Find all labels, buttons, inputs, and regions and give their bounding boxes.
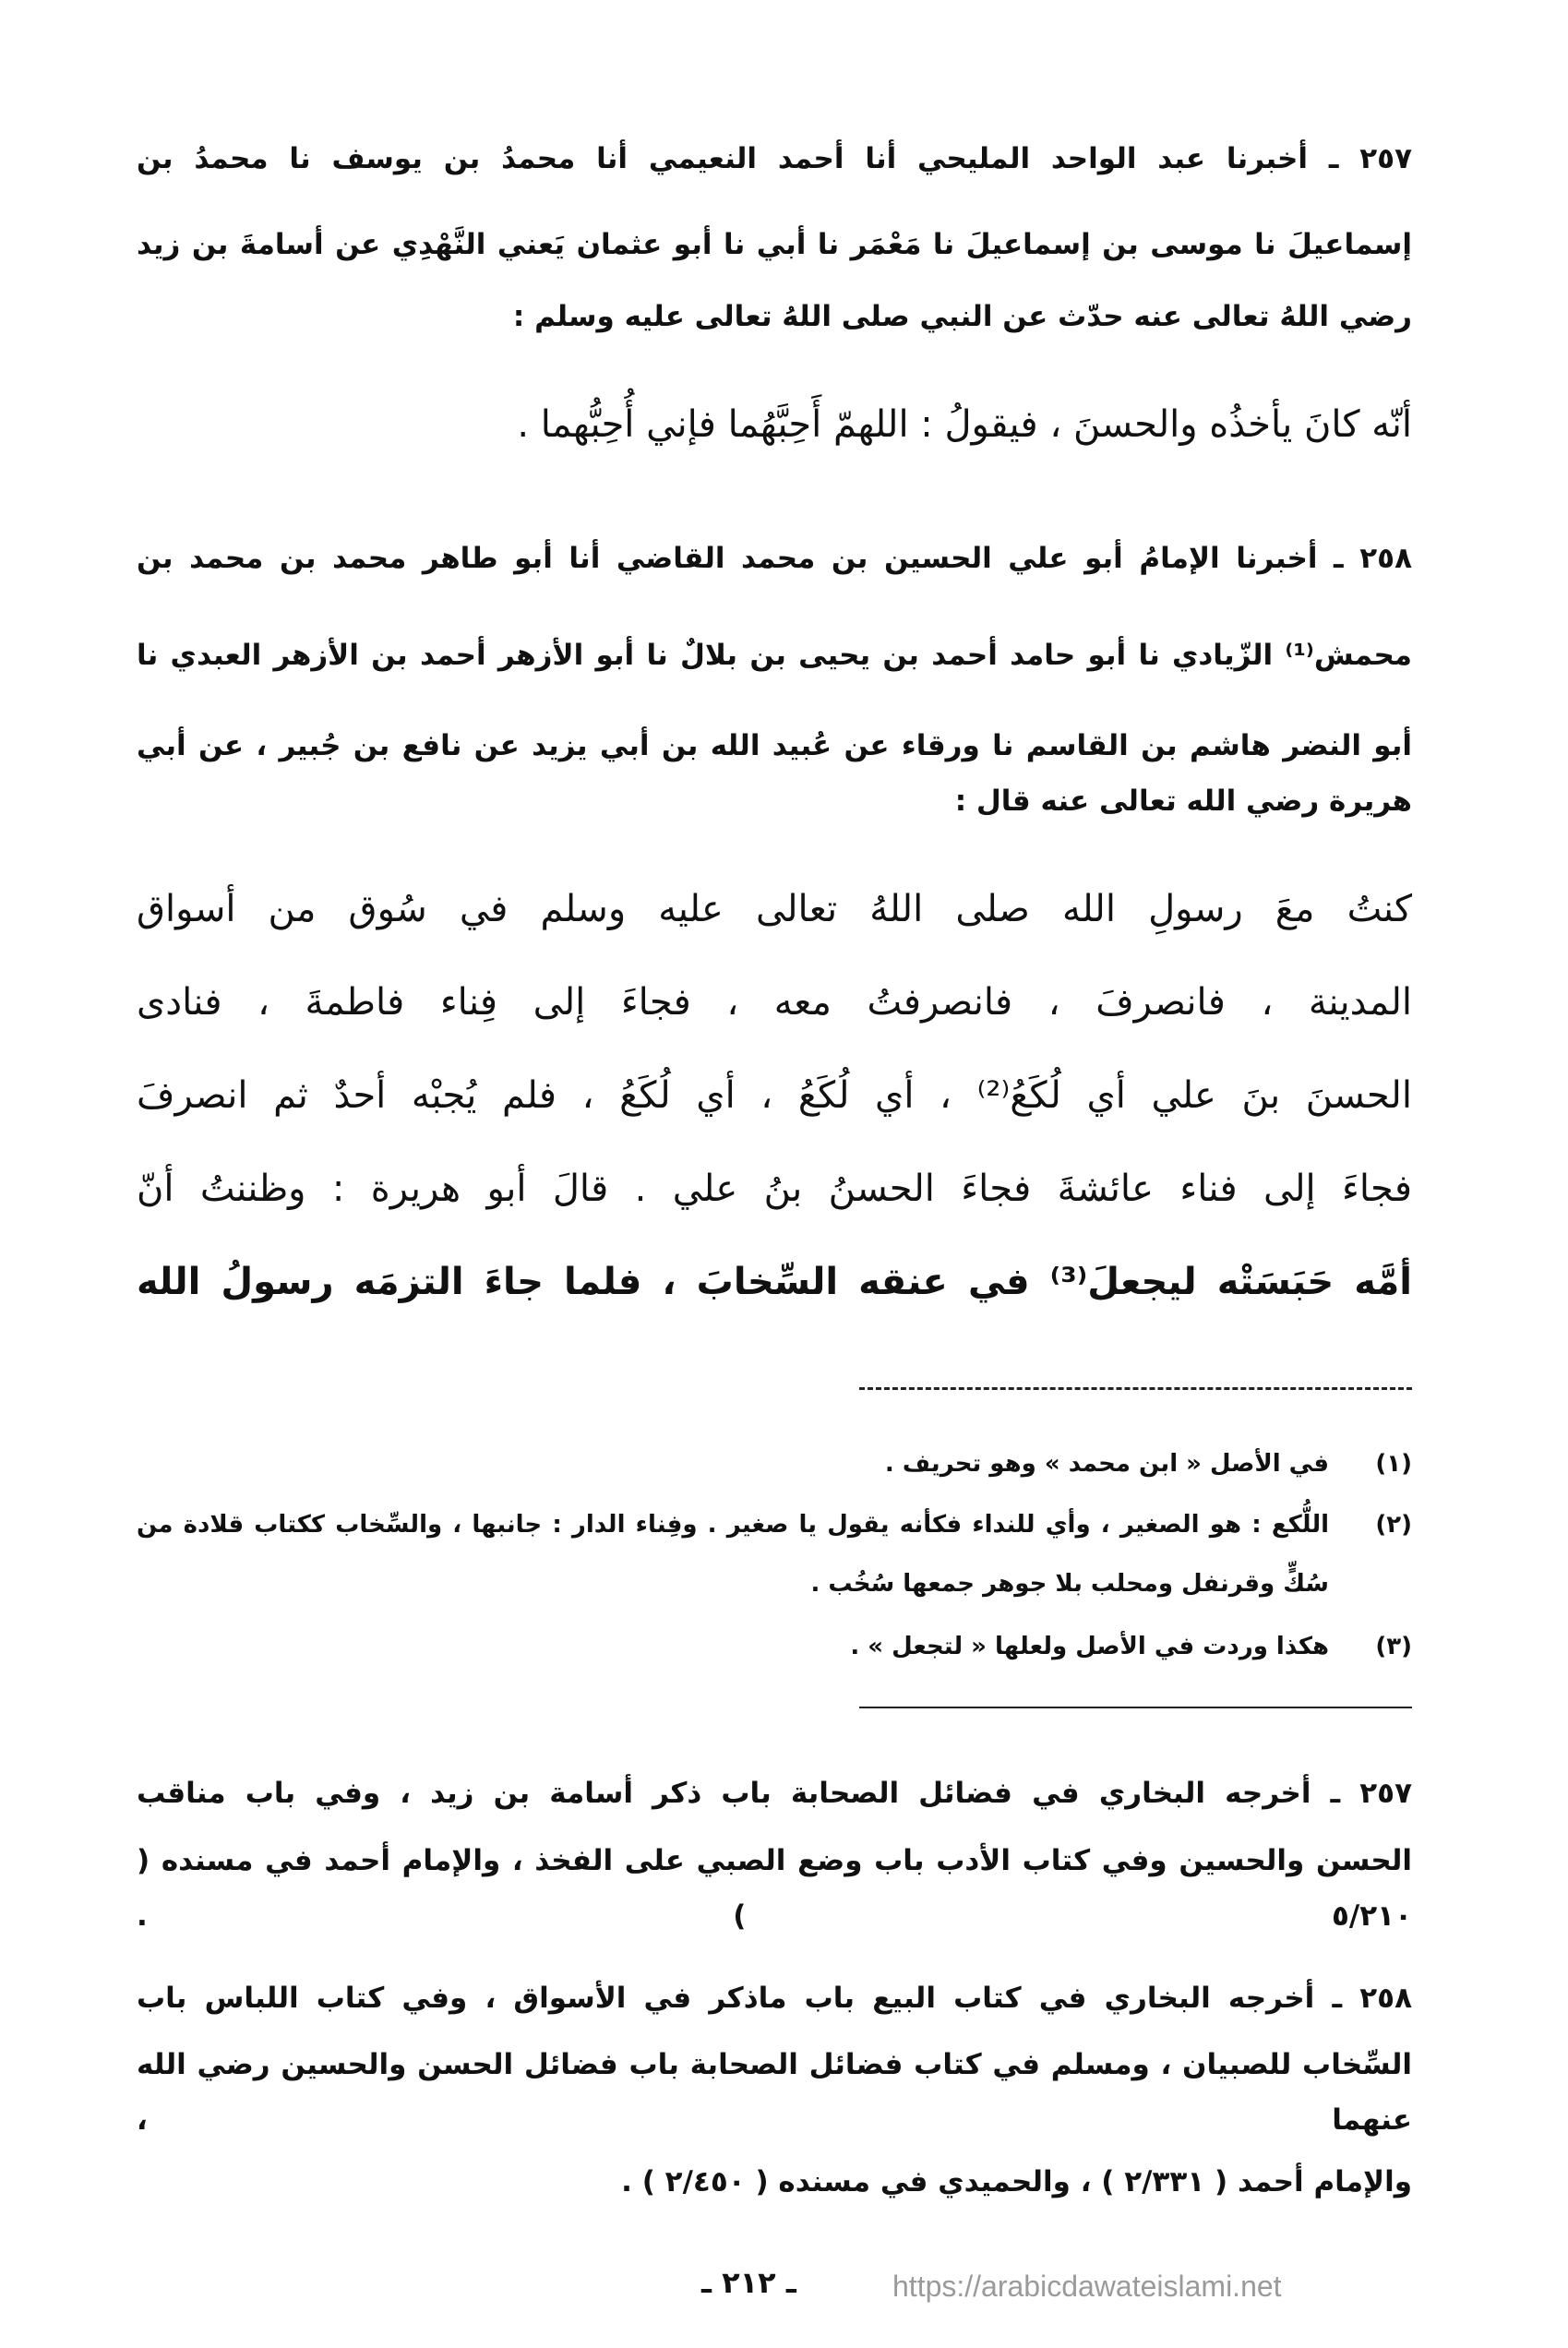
hadith-258 [137,531,1412,1319]
isnad-line: ٢٥٨ ـ أخبرنا الإمامُ أبو علي الحسين بن محمد القاضي أنا أبو طاهر محمد بن محمد بن [137,542,1412,575]
footnote-number: (٢) [1375,1511,1412,1539]
page-number: ـ ٢١٢ ـ [701,2265,796,2300]
isnad-line: محمش⁽¹⁾ الزّيادي نا أبو حامد أحمد بن يحيى بن بلالٌ نا أبو الأزهر أحمد بن الأزهر العبدي نا [137,639,1412,672]
isnad-line: أبو النضر هاشم بن القاسم نا ورقاء عن عُبيد الله بن أبي يزيد عن نافع بن جُبير ، عن أبي [137,729,1412,762]
hadith-257 [137,131,1412,461]
matn-line: المدينة ، فانصرفَ ، فانصرفتُ معه ، فجاءَ إلى فِناء فاطمةَ ، فنادى [137,981,1412,1024]
isnad-line: إسماعيلَ نا موسى بن إسماعيلَ نا مَعْمَر نا أبي نا أبو عثمان يَعني النَّهْدِي عن أسامةَ بن زيد [137,228,1412,261]
book-page [137,0,1412,2348]
footnote-text: اللُّكع : هو الصغير ، وأي للنداء فكأنه يقول يا صغير . وفِناء الدار : جانبها ، والسِّخاب ككتاب قلادة من [137,1511,1329,1539]
footnotes [137,1441,1412,1670]
takhrij-line: والإمام أحمد ( ٢/٣٣١ ) ، والحميدي في مسنده ( ٢/٤٥٠ ) . [621,2165,1412,2198]
footnote-separator [859,1387,1412,1390]
footnote [137,1441,1412,1487]
footnote-text: هكذا وردت في الأصل ولعلها « لتجعل » . [850,1633,1329,1660]
footnote-text: في الأصل « ابن محمد » وهو تحريف . [884,1450,1329,1478]
watermark-url: https://arabicdawateislami.net [892,2270,1282,2303]
takhrij-separator [859,1707,1412,1708]
takhrij-line: ٢٥٧ ـ أخرجه البخاري في فضائل الصحابة باب ذكر أسامة بن زيد ، وفي باب مناقب [137,1777,1412,1810]
takhrij [137,1766,1412,2210]
footnote [137,1502,1412,1607]
matn-line: كنتُ معَ رسولِ الله صلى اللهُ تعالى عليه وسلم في سُوق من أسواق [137,888,1412,930]
isnad-line: رضي اللهُ تعالى عنه حدّث عن النبي صلى اللهُ تعالى عليه وسلم : [512,300,1412,333]
footnote [137,1623,1412,1670]
takhrij-line: السِّخاب للصبيان ، ومسلم في كتاب فضائل الصحابة باب فضائل الحسن والحسين رضي الله عنهما ، [137,2048,1412,2137]
isnad-line: هريرة رضي الله تعالى عنه قال : [954,785,1412,818]
footnote-number: (١) [1375,1450,1412,1478]
page-footer [137,2265,1412,2348]
footnote-text: سُكٍّ وقرنفل ومحلب بلا جوهر جمعها سُخُب . [810,1570,1329,1598]
takhrij-line: الحسن والحسين وفي كتاب الأدب باب وضع الصبي على الفخذ ، والإمام أحمد في مسنده ( ٥/٢١٠ ) . [137,1844,1412,1933]
hadith-matn: أنّه كانَ يأخذُه والحسنَ ، فيقولُ : اللهمّ أَحِبَّهُما فإني أُحِبُّهما . [517,403,1412,446]
matn-line: الحسنَ بنَ علي أي لُكَعُ⁽²⁾ ، أي لُكَعُ ، أي لُكَعُ ، فلم يُجبْه أحدٌ ثم انصرفَ [137,1074,1412,1117]
matn-line: فجاءَ إلى فناء عائشةَ فجاءَ الحسنُ بنُ علي . قالَ أبو هريرة : وظننتُ أنّ [137,1168,1412,1210]
matn-line: أمَّه حَبَسَتْه ليجعلَ⁽³⁾ في عنقه السِّخابَ ، فلما جاءَ التزمَه رسولُ الله [137,1261,1413,1303]
isnad-line: ٢٥٧ ـ أخبرنا عبد الواحد المليحي أنا أحمد النعيمي أنا محمدُ بن يوسف نا محمدُ بن [137,142,1412,175]
footnote-number: (٣) [1375,1633,1412,1660]
takhrij-line: ٢٥٨ ـ أخرجه البخاري في كتاب البيع باب ماذكر في الأسواق ، وفي كتاب اللباس باب [137,1982,1412,2015]
